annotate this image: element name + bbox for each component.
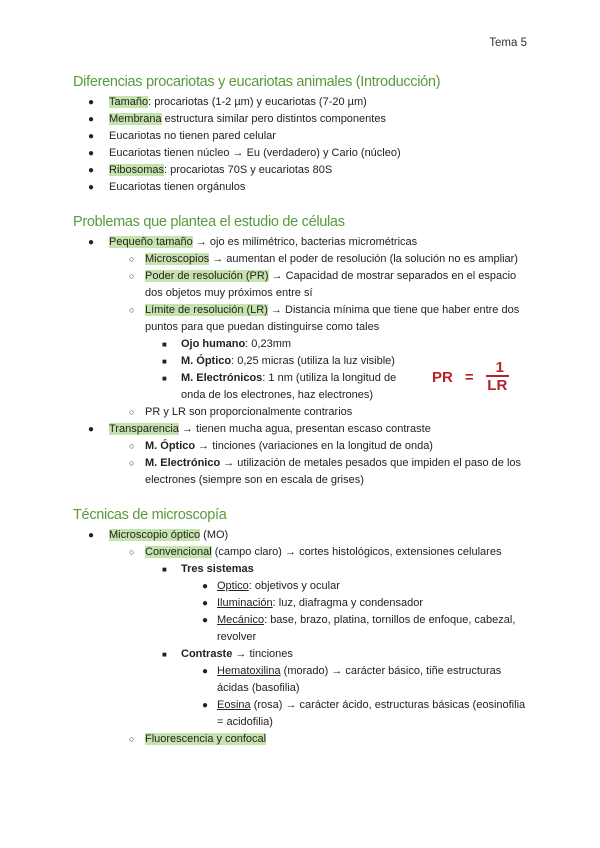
bullet-icon: ●	[202, 581, 209, 592]
list-item: ● Eucariotas no tienen pared celular	[73, 128, 533, 145]
bullet-icon: ●	[202, 615, 209, 626]
square-bullet-icon: ■	[162, 374, 167, 383]
formula-lhs: PR	[432, 368, 453, 386]
list-item: ● Hematoxilina (morado) → carácter básico, tiñe estructuras ácidas (basofilia)	[202, 665, 502, 694]
bullet-icon: ●	[88, 237, 95, 248]
list-item: ■ M. Óptico: 0,25 micras (utiliza la luz visible)	[73, 353, 411, 370]
page-label: Tema 5	[489, 37, 527, 49]
circle-bullet-icon: ○	[129, 254, 135, 264]
bullet-list	[73, 94, 533, 196]
bullet-icon: ●	[88, 424, 95, 435]
list-item: ○ Límite de resolución (LR) → Distancia mínima que tiene que haber entre dos puntos para que puedan distinguirse como tales	[129, 304, 520, 333]
formula-denominator: LR	[487, 377, 508, 394]
bullet-icon: ●	[202, 666, 209, 677]
square-bullet-icon: ■	[162, 357, 167, 366]
list-item: ■ Ojo humano: 0,23mm	[73, 336, 411, 353]
list-item: ○ M. Óptico → tinciones (variaciones en la longitud de onda)	[73, 438, 533, 455]
bullet-icon: ●	[88, 131, 95, 142]
list-item: ■ M. Electrónicos: 1 nm (utiliza la longitud de onda de los electrones, haz electrones)	[162, 372, 397, 401]
bullet-icon: ●	[202, 700, 209, 711]
bullet-icon: ●	[88, 182, 95, 193]
circle-bullet-icon: ○	[129, 441, 135, 451]
section-heading: Técnicas de microscopía	[73, 507, 227, 523]
circle-bullet-icon: ○	[129, 305, 135, 315]
list-item: ● Eosina (rosa) → carácter ácido, estructuras básicas (eosinofilia = acidofilia)	[202, 699, 526, 728]
list-item: ■ Tres sistemas	[73, 561, 533, 578]
list-item: ○ Convencional (campo claro) → cortes histológicos, extensiones celulares	[73, 544, 533, 561]
circle-bullet-icon: ○	[129, 407, 135, 417]
resolution-formula	[432, 360, 509, 394]
circle-bullet-icon: ○	[129, 458, 135, 468]
bullet-icon: ●	[88, 114, 95, 125]
list-item: ■ Contraste → tinciones	[73, 646, 533, 663]
notes-body	[73, 72, 533, 748]
square-bullet-icon: ■	[162, 565, 167, 574]
square-bullet-icon: ■	[162, 650, 167, 659]
formula-fraction	[486, 360, 509, 394]
square-bullet-icon: ■	[162, 340, 167, 349]
list-item: ● Pequeño tamaño → ojo es milimétrico, bacterias micrométricas	[73, 234, 533, 251]
list-item: ● Microscopio óptico (MO)	[73, 527, 533, 544]
list-item: ● Transparencia → tienen mucha agua, presentan escaso contraste	[73, 421, 533, 438]
circle-bullet-icon: ○	[129, 734, 135, 744]
list-item: ● Ribosomas: procariotas 70S y eucariotas 80S	[73, 162, 533, 179]
list-item: ○ M. Electrónico → utilización de metales pesados que impiden el paso de los electrones (siempre son en escala de grises)	[129, 457, 522, 486]
list-item: ● Mecánico: base, brazo, platina, tornillos de enfoque, cabezal, revolver	[202, 614, 516, 643]
bullet-icon: ●	[88, 530, 95, 541]
circle-bullet-icon: ○	[129, 547, 135, 557]
bullet-list	[73, 527, 533, 748]
bullet-icon: ●	[88, 148, 95, 159]
section-heading: Problemas que plantea el estudio de células	[73, 214, 345, 230]
list-item: ○ Microscopios → aumentan el poder de resolución (la solución no es ampliar)	[73, 251, 533, 268]
list-item: ○ PR y LR son proporcionalmente contrarios	[73, 404, 533, 421]
bullet-icon: ●	[88, 165, 95, 176]
list-item: ● Eucariotas tienen orgánulos	[73, 179, 533, 196]
formula-equals: =	[464, 368, 474, 386]
list-item: ● Tamaño: procariotas (1-2 µm) y eucariotas (7-20 µm)	[73, 94, 533, 111]
list-item: ● Iluminación: luz, diafragma y condensador	[73, 595, 533, 612]
list-item: ○ Fluorescencia y confocal	[73, 731, 533, 748]
list-item: ● Optico: objetivos y ocular	[73, 578, 533, 595]
bullet-icon: ●	[88, 97, 95, 108]
list-item: ● Eucariotas tienen núcleo → Eu (verdadero) y Cario (núcleo)	[73, 145, 533, 162]
list-item: ○ Poder de resolución (PR) → Capacidad de mostrar separados en el espacio dos objetos muy próximos entre sí	[129, 270, 517, 299]
section-heading: Diferencias procariotas y eucariotas animales (Introducción)	[73, 74, 441, 90]
bullet-icon: ●	[202, 598, 209, 609]
circle-bullet-icon: ○	[129, 271, 135, 281]
formula-numerator: 1	[486, 360, 509, 377]
list-item: ● Membrana estructura similar pero distintos componentes	[73, 111, 533, 128]
